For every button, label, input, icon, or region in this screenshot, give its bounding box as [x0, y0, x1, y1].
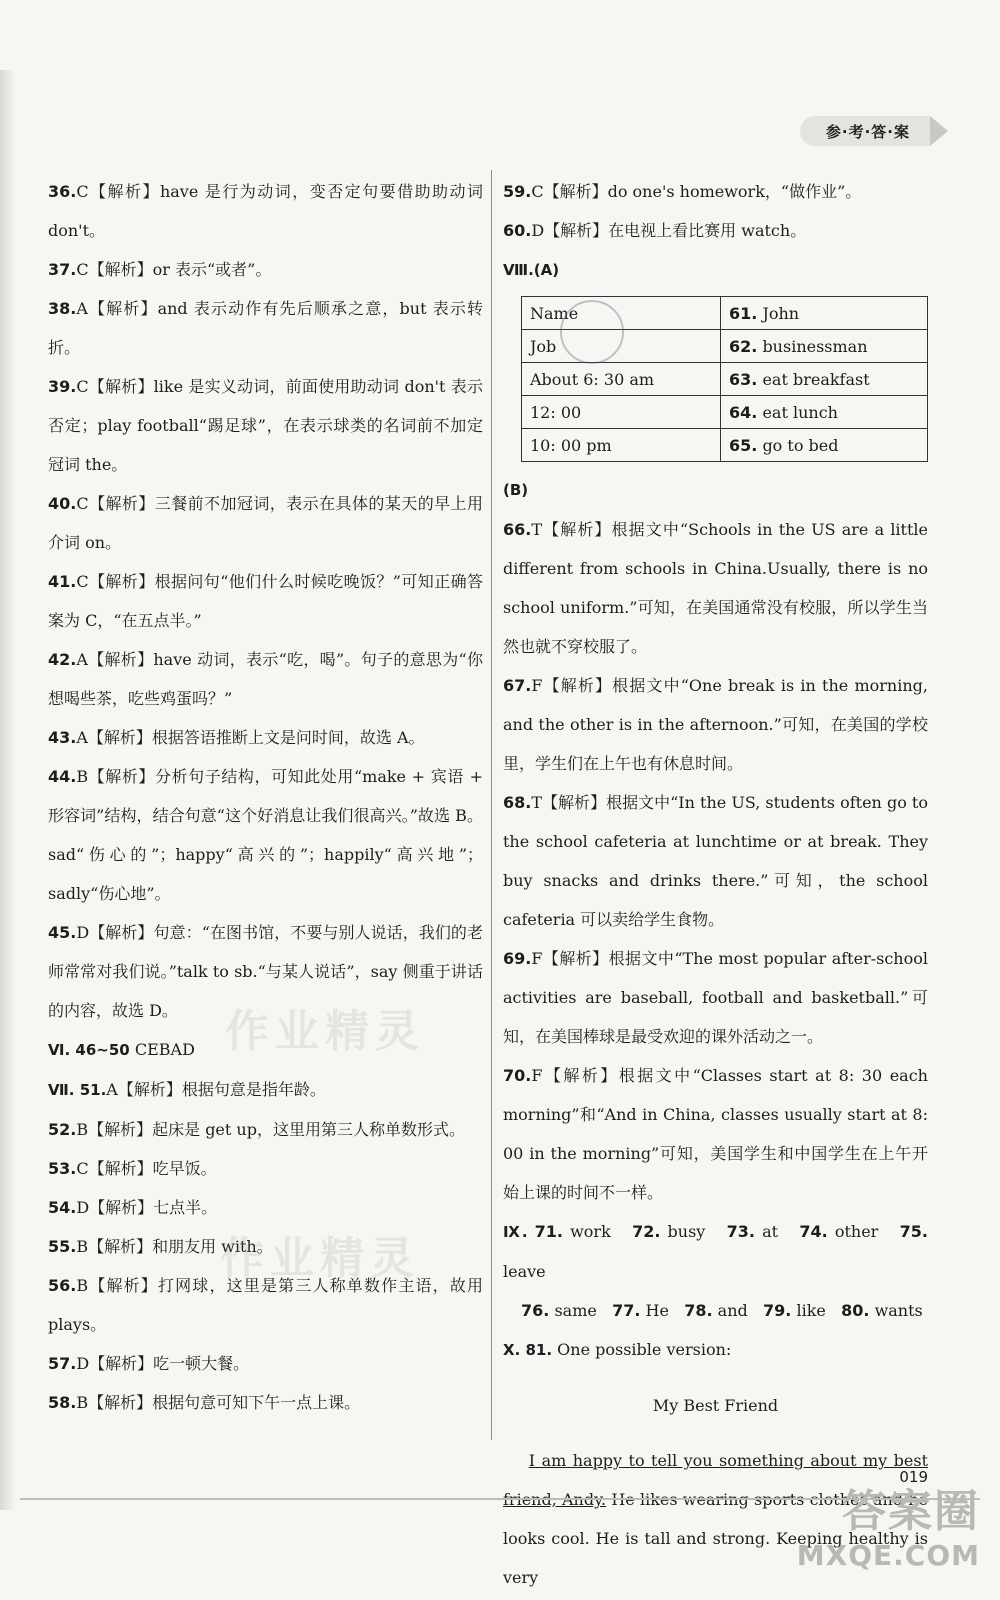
section-8a-label: Ⅷ.(A)	[503, 261, 560, 279]
answer-item: 41.C【解析】根据问句“他们什么时候吃晚饭？”可知正确答案为 C，“在五点半。”	[48, 572, 483, 630]
answer-item: 70.F【解析】根据文中“Classes start at 8: 30 each morning”和“And in China, classes usually start at 8: 00 in the morning”可知，美国学生和中国学生在上午开始上课的时间不一样。	[503, 1066, 928, 1202]
table-row	[522, 396, 928, 429]
section-6-answers: Ⅵ. 46~50 CEBAD	[48, 1040, 195, 1059]
answer-item: 67.F【解析】根据文中“One break is in the morning, and the other is in the afternoon.”可知，在美国的学校里，学生们在上午也有休息时间。	[503, 676, 928, 773]
answer-item: 43.A【解析】根据答语推断上文是问时间，故选 A。	[48, 728, 425, 747]
table-cell: 12: 00	[522, 396, 721, 429]
answer-item: 58.B【解析】根据句意可知下午一点上课。	[48, 1393, 361, 1412]
answer-item: 55.B【解析】和朋友用 with。	[48, 1237, 273, 1256]
answer-item: 36.C【解析】have 是行为动词，变否定句要借助助动词 don't。	[48, 182, 483, 240]
answer-item: 69.F【解析】根据文中“The most popular after-school activities are baseball, football and basketball.”可知，在美国棒球是最受欢迎的课外活动之一。	[503, 949, 928, 1046]
answer-item: 38.A【解析】and 表示动作有先后顺承之意，but 表示转折。	[48, 299, 483, 357]
logo-text: 答案圈	[842, 1486, 980, 1537]
table-cell: 65. go to bed	[721, 429, 928, 462]
header-badge-label: 参·考·答·案	[825, 122, 910, 141]
answer-item: 56.B【解析】打网球，这里是第三人称单数作主语，故用 plays。	[48, 1276, 483, 1334]
table-cell: Name	[522, 297, 721, 330]
answer-item: 40.C【解析】三餐前不加冠词，表示在具体的某天的早上用介词 on。	[48, 494, 483, 552]
site-logo	[797, 1475, 980, 1572]
table-cell: 10: 00 pm	[522, 429, 721, 462]
answer-item: 45.D【解析】句意：“在图书馆，不要与别人说话，我们的老师常常对我们说。”talk to sb.“与某人说话”，say 侧重于讲话的内容，故选 D。	[48, 923, 483, 1020]
table-row	[522, 363, 928, 396]
answer-item: 37.C【解析】or 表示“或者”。	[48, 260, 272, 279]
table-cell: 61. John	[721, 297, 928, 330]
answer-item: Ⅶ. 51.A【解析】根据句意是指年龄。	[48, 1080, 326, 1099]
right-column	[503, 172, 928, 1597]
answer-item: 39.C【解析】like 是实义动词，前面使用助动词 don't 表示否定；play football“踢足球”，在表示球类的名词前不加定冠词 the。	[48, 377, 483, 474]
answer-item: 42.A【解析】have 动词，表示“吃，喝”。句子的意思为“你想喝些茶，吃些鸡蛋吗？”	[48, 650, 483, 708]
essay-title: My Best Friend	[652, 1396, 779, 1415]
chevron-right-icon	[930, 116, 948, 146]
answer-item: 66.T【解析】根据文中“Schools in the US are a little different from schools in China.Usually, there is no school uniform.”可知，在美国通常没有校服，所以学生当然也就不穿校服了。	[503, 520, 928, 656]
answer-item: 60.D【解析】在电视上看比赛用 watch。	[503, 221, 807, 240]
page-binding-shadow	[0, 70, 16, 1510]
column-divider	[491, 170, 492, 1440]
answer-item: 59.C【解析】do one's homework，“做作业”。	[503, 182, 862, 201]
answer-item: 52.B【解析】起床是 get up，这里用第三人称单数形式。	[48, 1120, 465, 1139]
logo-domain: MXQE.COM	[796, 1539, 980, 1572]
header-badge	[800, 116, 930, 146]
answer-item: 54.D【解析】七点半。	[48, 1198, 218, 1217]
watermark: 作业精灵	[225, 1006, 425, 1057]
essay-underlined-sentence: I am happy to tell you something about my best	[528, 1451, 929, 1470]
essay-text: looks cool. He is tall and strong. Keeping healthy is very	[503, 1529, 928, 1587]
table-row	[522, 429, 928, 462]
section-10-label: Ⅹ. 81. One possible version:	[503, 1340, 732, 1359]
table-cell: 62. businessman	[721, 330, 928, 363]
table-cell: 63. eat breakfast	[721, 363, 928, 396]
page-number: 019	[899, 1468, 928, 1486]
answer-item: 44.B【解析】分析句子结构，可知此处用“make + 宾语 + 形容词”结构，结合句意“这个好消息让我们很高兴。”故选 B。sad“伤心的”；happy“高兴的”；happily“高兴地”；sadly“伤心地”。	[48, 767, 483, 903]
answer-item: 68.T【解析】根据文中“In the US, students often go to the school cafeteria at lunchtime or at break. They buy snacks and drinks there.”可知，the school cafeteria 可以卖给学生食物。	[503, 793, 928, 929]
watermark: 作业精灵	[220, 1233, 420, 1284]
section-9-row-1: Ⅸ. 71. work 72. busy 73. at 74. other 75. leave	[503, 1222, 928, 1281]
section-8b-label: (B)	[503, 481, 529, 499]
table-cell: About 6: 30 am	[522, 363, 721, 396]
answer-item: 57.D【解析】吃一顿大餐。	[48, 1354, 250, 1373]
table-cell: 64. eat lunch	[721, 396, 928, 429]
section-9-row-2: 76. same 77. He 78. and 79. like 80. wants	[521, 1301, 923, 1320]
stamp-seal	[560, 300, 624, 364]
table-cell: Job	[522, 330, 721, 363]
answer-item: 53.C【解析】吃早饭。	[48, 1159, 217, 1178]
